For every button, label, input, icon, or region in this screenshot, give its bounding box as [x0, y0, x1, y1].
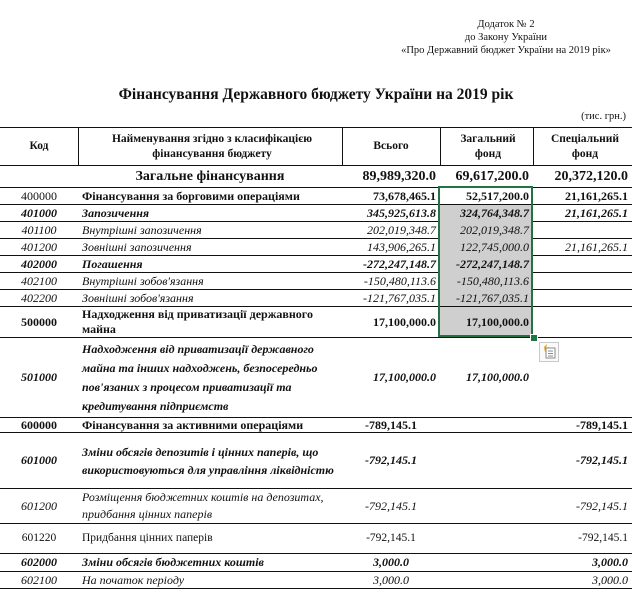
annex-number: Додаток № 2	[477, 19, 535, 30]
row-code: 601000	[21, 453, 57, 467]
row-name: На початок періоду	[82, 572, 185, 587]
annex-law: до Закону України	[464, 32, 548, 43]
row-special[interactable]	[533, 307, 632, 337]
row-code: 601200	[21, 498, 57, 513]
row-general[interactable]: 52,517,200.0	[466, 188, 529, 203]
row-total[interactable]: -272,247,148.7	[363, 256, 436, 271]
row-code: 400000	[21, 188, 57, 203]
row-general[interactable]: -150,480,113.6	[456, 273, 529, 288]
row-code: 402000	[21, 256, 57, 271]
row-special[interactable]	[533, 290, 632, 306]
row-code: 402100	[21, 273, 57, 288]
row-general[interactable]: -272,247,148.7	[456, 256, 529, 271]
paste-options-button[interactable]	[539, 342, 559, 362]
row-total[interactable]: 3,000.0	[373, 572, 409, 587]
row-code: 401100	[21, 222, 57, 237]
annex-law-title: «Про Державний бюджет України на 2019 рік»	[401, 45, 611, 56]
row-name: Придбання цінних паперів	[82, 532, 213, 544]
row-name: Фінансування за борговими операціями	[82, 188, 300, 203]
row-total[interactable]: 17,100,000.0	[373, 314, 436, 329]
row-total[interactable]: 73,678,465.1	[373, 188, 436, 203]
row-code: 501000	[21, 370, 57, 384]
row-general[interactable]: 324,764,348.7	[460, 205, 529, 220]
row-total[interactable]: -792,145.1	[365, 498, 417, 513]
row-code: 401000	[21, 205, 57, 220]
summary-general[interactable]: 69,617,200.0	[455, 169, 529, 184]
row-total[interactable]: 17,100,000.0	[373, 370, 436, 384]
row-total[interactable]: 202,019,348.7	[367, 222, 436, 237]
row-name: Погашення	[82, 256, 143, 271]
row-general[interactable]	[440, 524, 533, 553]
row-general[interactable]: 122,745,000.0	[460, 239, 529, 254]
row-special[interactable]: -792,145.1	[576, 453, 628, 467]
divider	[440, 127, 441, 165]
row-special[interactable]: 21,161,265.1	[565, 205, 628, 220]
row-general[interactable]	[440, 433, 533, 488]
divider	[533, 127, 534, 165]
row-special[interactable]: -792,145.1	[576, 498, 628, 513]
row-general[interactable]: 17,100,000.0	[466, 370, 529, 384]
row-code: 600000	[21, 417, 57, 432]
divider	[0, 588, 632, 589]
row-code: 401200	[21, 239, 57, 254]
row-name: Внутрішні запозичення	[82, 222, 202, 237]
row-general[interactable]: 202,019,348.7	[460, 222, 529, 237]
row-total[interactable]: -121,767,035.1	[363, 290, 436, 305]
units-label: (тис. грн.)	[581, 111, 626, 122]
row-name: Розміщення бюджетних коштів на депозитах, придбання цінних паперів	[82, 490, 324, 521]
fill-handle[interactable]	[530, 334, 538, 342]
row-special[interactable]: 3,000.0	[592, 572, 628, 587]
row-special[interactable]	[533, 273, 632, 289]
summary-total[interactable]: 89,989,320.0	[362, 169, 436, 184]
row-code: 500000	[21, 314, 57, 329]
row-total[interactable]: -792,145.1	[366, 532, 416, 544]
row-special[interactable]: -789,145.1	[576, 417, 628, 432]
divider	[78, 127, 79, 165]
header-code: Код	[29, 140, 49, 152]
row-special[interactable]: -792,145.1	[578, 532, 628, 544]
header-total: Всього	[373, 140, 409, 152]
row-general[interactable]	[440, 572, 533, 588]
row-general[interactable]	[440, 418, 533, 432]
row-code: 602000	[21, 555, 57, 569]
row-general[interactable]	[440, 489, 533, 523]
header-general-fund: Загальний фонд	[460, 132, 516, 160]
row-general[interactable]: -121,767,035.1	[456, 290, 529, 305]
row-total[interactable]: 143,906,265.1	[367, 239, 436, 254]
header-name: Найменування згідно з класифікацією фінансування бюджету	[111, 132, 313, 160]
row-name: Надходження від приватизації державного майна	[82, 307, 313, 336]
summary-label: Загальне фінансування	[135, 169, 285, 184]
row-name: Зовнішні запозичення	[82, 239, 192, 254]
row-name: Запозичення	[82, 205, 150, 220]
row-special[interactable]: 3,000.0	[592, 555, 628, 569]
summary-special[interactable]: 20,372,120.0	[554, 169, 628, 184]
row-name: Надходження від приватизації державного майна та інших надходжень, безпосередньо пов'язаних з процесом приватизації та кредитування підприємств	[82, 341, 318, 413]
row-code: 602100	[21, 572, 57, 587]
row-general[interactable]	[440, 554, 533, 571]
row-special[interactable]	[533, 256, 632, 272]
row-code: 601220	[21, 532, 57, 544]
row-name: Зовнішні зобов'язання	[82, 290, 194, 305]
row-name: Фінансування за активними операціями	[82, 417, 304, 432]
row-special[interactable]: 21,161,265.1	[565, 239, 628, 254]
page-title: Фінансування Державного бюджету України на 2019 рік	[118, 86, 514, 103]
row-total[interactable]: -789,145.1	[365, 417, 417, 432]
row-special[interactable]: 21,161,265.1	[565, 188, 628, 203]
row-special[interactable]	[533, 222, 632, 238]
row-total[interactable]: -792,145.1	[365, 453, 417, 467]
header-special-fund: Спеціальний фонд	[550, 132, 620, 160]
row-name: Зміни обсягів бюджетних коштів	[82, 555, 264, 569]
row-total[interactable]: 3,000.0	[373, 555, 409, 569]
paste-options-icon	[540, 343, 558, 361]
row-name: Зміни обсягів депозитів і цінних паперів, що використовуються для управління ліквідністю	[82, 444, 334, 477]
row-total[interactable]: 345,925,613.8	[367, 205, 436, 220]
row-total[interactable]: -150,480,113.6	[363, 273, 436, 288]
row-name: Внутрішні зобов'язання	[82, 273, 204, 288]
row-code: 402200	[21, 290, 57, 305]
row-general[interactable]: 17,100,000.0	[466, 314, 529, 329]
